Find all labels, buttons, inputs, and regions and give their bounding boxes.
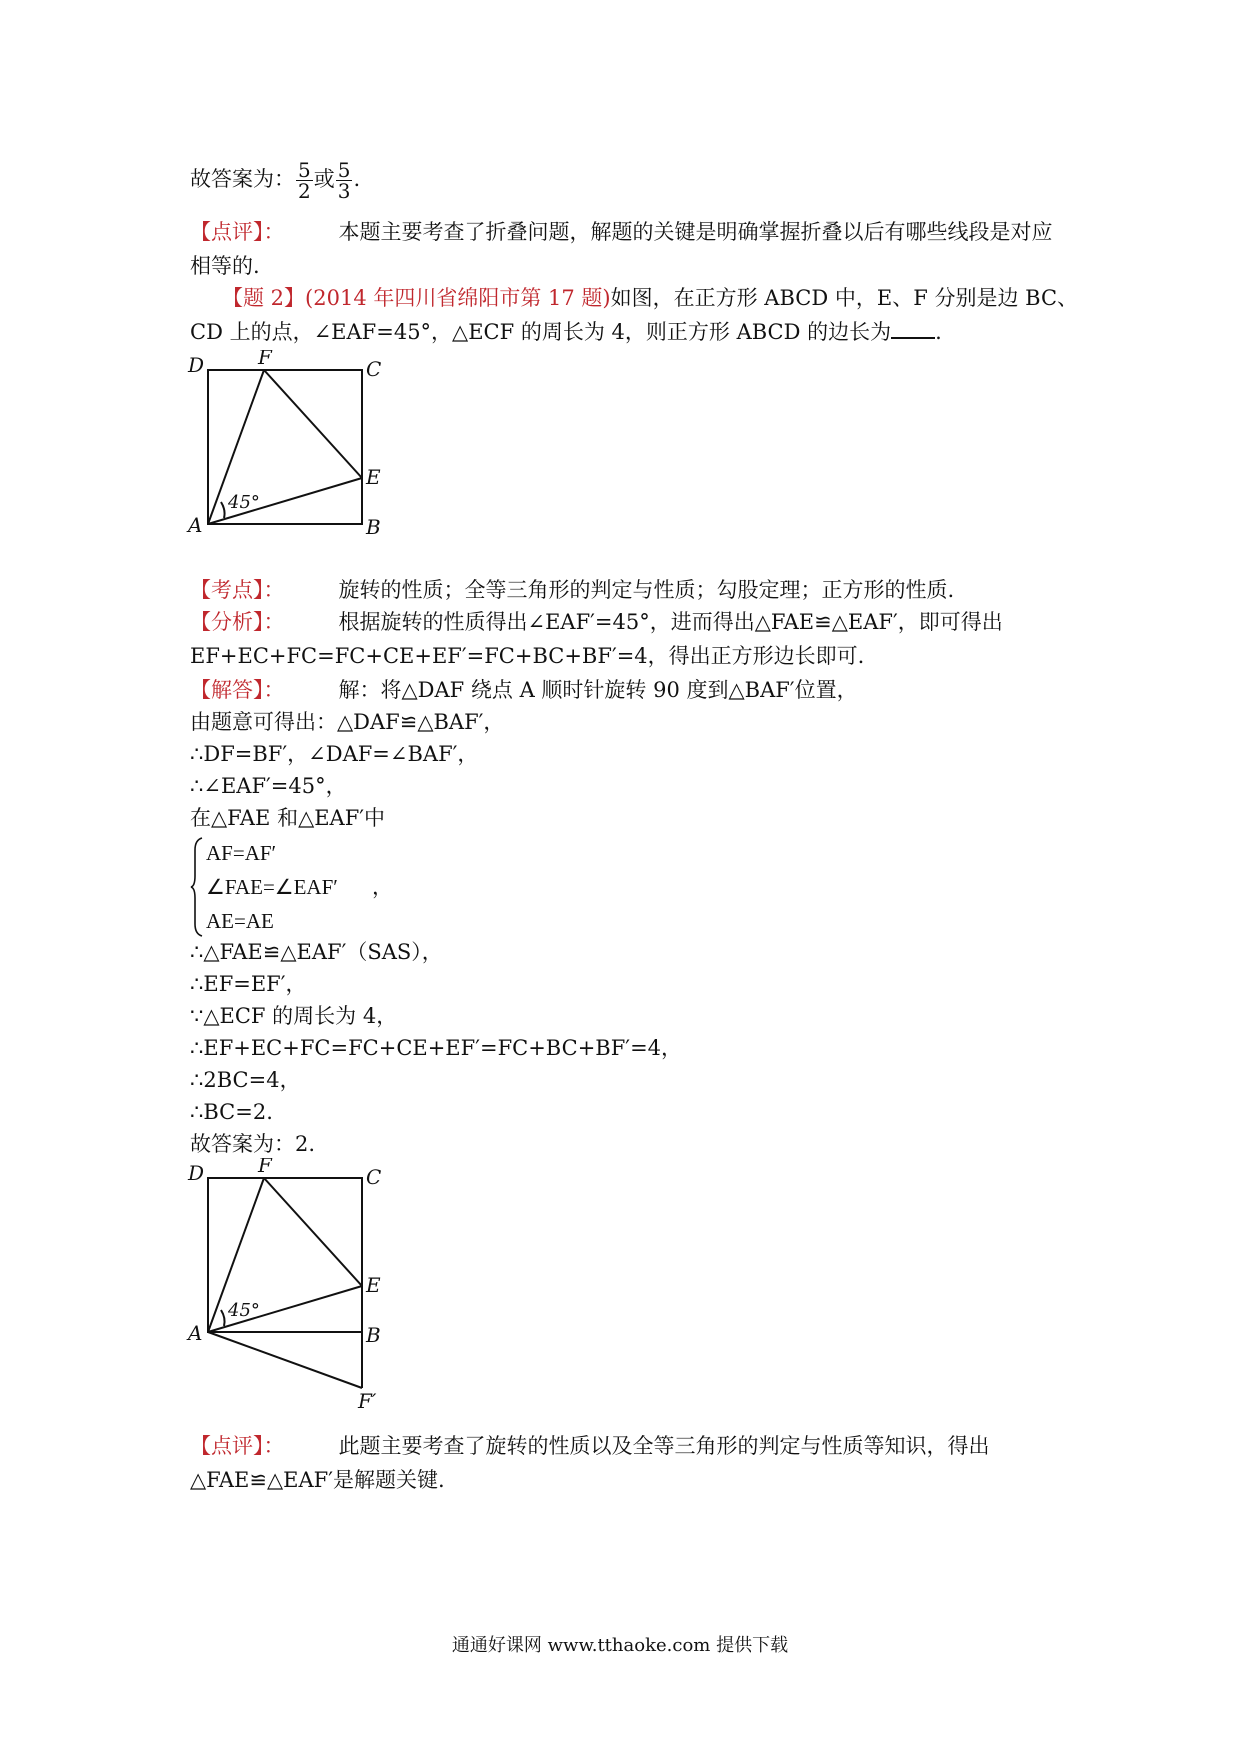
jieda-line2: ∴DF=BF′，∠DAF=∠BAF′， xyxy=(190,742,479,766)
fraction-5-2: $\frac{5}{2}$ xyxy=(298,158,311,203)
figure-square-abcd xyxy=(180,350,400,540)
label-a: A xyxy=(188,513,203,537)
label-b: B xyxy=(366,515,381,539)
label-d: D xyxy=(188,1161,205,1185)
label-b: B xyxy=(366,1323,381,1347)
problem-tag: 【题 2】 xyxy=(222,286,306,310)
label-d: D xyxy=(188,353,205,377)
fenxi-line1: 【分析】： 根据旋转的性质得出∠EAF′=45°，进而得出△FAE≌△EAF′，即可得出 xyxy=(190,610,1003,634)
jieda-line4: 在△FAE 和△EAF′中 xyxy=(190,806,386,830)
label-e: E xyxy=(366,465,381,489)
review2-line1: 【点评】： 此题主要考查了旋转的性质以及全等三角形的判定与性质等知识，得出 xyxy=(190,1434,990,1458)
label-c: C xyxy=(366,357,382,381)
jieda-line7: ∵△ECF 的周长为 4， xyxy=(190,1004,398,1028)
label-f-prime: F′ xyxy=(358,1389,377,1413)
segment-fe xyxy=(264,1178,362,1286)
review1-line2: 相等的. xyxy=(190,254,260,278)
review1-line1: 【点评】： 本题主要考查了折叠问题，解题的关键是明确掌握折叠以后有哪些线段是对应 xyxy=(190,220,1053,244)
footer-credit: 通通好课网 www.tthaoke.com 提供下载 xyxy=(451,1635,789,1656)
jieda-line6: ∴EF=EF′， xyxy=(190,972,307,996)
equation-system xyxy=(190,836,450,938)
label-f: F xyxy=(258,1158,272,1177)
label-a: A xyxy=(188,1321,203,1345)
review2-line2: △FAE≌△EAF′是解题关键. xyxy=(190,1468,445,1492)
system-row-1: AF=AF′ xyxy=(206,841,277,865)
jieda-line1: 由题意可得出：△DAF≌△BAF′， xyxy=(190,710,505,734)
angle-arc xyxy=(221,502,225,518)
jieda-line0: 【解答】： 解：将△DAF 绕点 A 顺时针旋转 90 度到△BAF′位置， xyxy=(190,678,858,702)
jieda-line10: ∴BC=2. xyxy=(190,1100,273,1124)
system-comma: ， xyxy=(372,875,393,899)
segment-fe xyxy=(264,370,362,478)
label-c: C xyxy=(366,1165,382,1189)
fenxi-line2: EF+EC+FC=FC+CE+EF′=FC+BC+BF′=4，得出正方形边长即可. xyxy=(190,644,865,668)
jieda-line8: ∴EF+EC+FC=FC+CE+EF′=FC+BC+BF′=4， xyxy=(190,1036,683,1060)
problem-source: (2014 年四川省绵阳市第 17 题) xyxy=(305,286,611,310)
problem2-line2: CD 上的点，∠EAF=45°，△ECF 的周长为 4，则正方形 ABCD 的边长为 . xyxy=(190,320,942,344)
kaodian-line: 【考点】： 旋转的性质；全等三角形的判定与性质；勾股定理；正方形的性质. xyxy=(190,578,955,602)
angle-label: 45° xyxy=(228,1300,260,1321)
review-tag: 【点评】： xyxy=(190,220,285,244)
label-f: F xyxy=(258,350,272,369)
segment-af-prime xyxy=(208,1332,362,1388)
fraction-5-3: $\frac{5}{3}$ xyxy=(337,158,351,203)
jieda-line5: ∴△FAE≌△EAF′（SAS）， xyxy=(190,940,443,964)
problem2-line1: 【题 2】(2014 年四川省绵阳市第 17 题)如图，在正方形 ABCD 中，E、F 分别是边 BC、 xyxy=(222,286,1079,310)
system-row-3: AE=AE xyxy=(206,909,274,933)
jieda-line9: ∴2BC=4， xyxy=(190,1068,301,1092)
figure-rotation xyxy=(180,1158,410,1418)
label-e: E xyxy=(366,1273,381,1297)
angle-label: 45° xyxy=(228,492,260,513)
left-brace-icon xyxy=(190,836,204,938)
angle-arc xyxy=(221,1310,225,1326)
jieda-line3: ∴∠EAF′=45°， xyxy=(190,774,347,798)
system-row-2: ∠FAE=∠EAF′ xyxy=(206,875,338,899)
final-answer-line: 故答案为：2. xyxy=(190,1132,316,1156)
previous-answer-line: 故答案为： $\frac{5}{2}$ 或 $\frac{5}{3}$ . xyxy=(190,158,361,203)
answer-blank xyxy=(891,319,935,339)
